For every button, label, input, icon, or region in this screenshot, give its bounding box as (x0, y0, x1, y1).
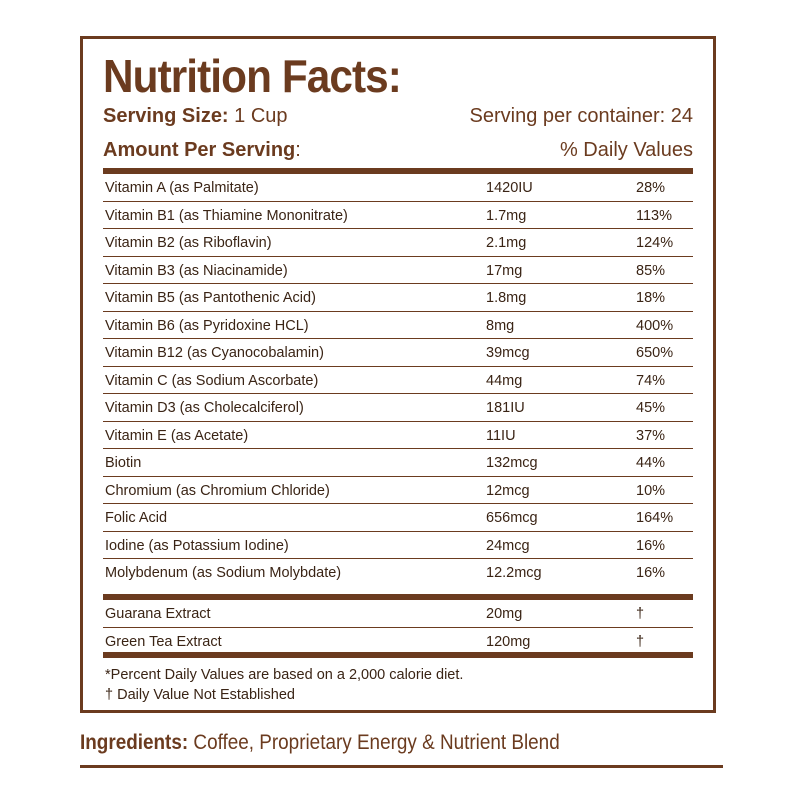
serving-size (103, 105, 288, 128)
nutrient-amount: 1.7mg (486, 207, 527, 224)
nutrient-daily-value: † (636, 633, 645, 650)
nutrient-daily-value: 124% (636, 235, 674, 251)
nutrient-row (103, 394, 693, 422)
serving-row (103, 105, 693, 131)
nutrient-name: Vitamin B2 (as Riboflavin) (105, 235, 272, 251)
nutrient-name: Guarana Extract (105, 606, 211, 622)
nutrient-amount: 8mg (486, 317, 515, 334)
panel-title: Nutrition Facts: (103, 50, 401, 102)
nutrient-amount: 12mcg (486, 482, 530, 499)
nutrient-row (103, 422, 693, 450)
nutrient-row (103, 202, 693, 230)
nutrient-amount: 656mcg (486, 510, 538, 526)
divider-rule (103, 652, 693, 658)
nutrient-amount: 12.2mcg (486, 565, 542, 581)
nutrient-daily-value: 10% (636, 482, 666, 499)
nutrient-row (103, 367, 693, 395)
nutrient-daily-value: 164% (636, 510, 674, 526)
nutrient-name: Vitamin B6 (as Pyridoxine HCL) (105, 317, 309, 334)
nutrient-name: Vitamin B3 (as Niacinamide) (105, 262, 288, 279)
nutrient-row (103, 504, 693, 532)
nutrient-row (103, 339, 693, 367)
nutrient-name: Molybdenum (as Sodium Molybdate) (105, 565, 342, 581)
nutrient-row (103, 628, 693, 656)
nutrient-daily-value: 18% (636, 290, 666, 306)
nutrient-row (103, 174, 693, 202)
nutrient-name: Biotin (105, 455, 142, 471)
nutrient-name: Vitamin B5 (as Pantothenic Acid) (105, 290, 316, 306)
nutrient-amount: 1.8mg (486, 290, 527, 306)
nutrient-amount: 24mcg (486, 537, 530, 554)
nutrient-amount: 44mg (486, 372, 523, 389)
nutrient-row (103, 312, 693, 340)
serving-size-value: 1 Cup (228, 105, 288, 127)
percent-daily-note: *Percent Daily Values are based on a 2,000 calorie diet. (105, 667, 464, 683)
nutrient-daily-value: 44% (636, 455, 666, 471)
nutrient-amount: 1420IU (486, 180, 533, 196)
ingredients-line (80, 731, 560, 755)
nutrient-daily-value: † (636, 606, 645, 622)
daily-values-header: % Daily Values (559, 139, 693, 161)
nutrient-name: Vitamin B12 (as Cyanocobalamin) (105, 345, 324, 361)
nutrient-amount: 2.1mg (486, 235, 527, 251)
nutrient-name: Vitamin A (as Palmitate) (105, 180, 259, 196)
nutrient-amount: 181IU (486, 400, 525, 416)
amount-per-serving-label (103, 139, 301, 162)
nutrient-amount: 39mcg (486, 345, 530, 361)
nutrient-row (103, 284, 693, 312)
bottom-rule (80, 765, 723, 768)
nutrient-row (103, 600, 693, 628)
nutrient-row (103, 532, 693, 560)
nutrient-row (103, 257, 693, 285)
nutrient-name: Vitamin D3 (as Cholecalciferol) (105, 400, 304, 416)
nutrient-list (103, 174, 693, 587)
nutrition-facts-panel (80, 36, 716, 713)
nutrient-daily-value: 28% (636, 180, 666, 196)
nutrient-daily-value: 74% (636, 372, 666, 389)
amount-header-row (103, 139, 693, 165)
nutrient-name: Folic Acid (105, 510, 168, 526)
nutrient-name: Iodine (as Potassium Iodine) (105, 537, 289, 554)
footnotes (105, 665, 463, 705)
nutrient-amount: 132mcg (486, 455, 538, 471)
nutrient-amount: 17mg (486, 262, 523, 279)
amount-per-serving-colon: : (295, 139, 301, 161)
nutrient-amount: 11IU (486, 427, 516, 444)
nutrient-daily-value: 45% (636, 400, 666, 416)
nutrient-name: Vitamin E (as Acetate) (105, 427, 249, 444)
nutrient-row (103, 559, 693, 587)
nutrient-row (103, 229, 693, 257)
nutrient-daily-value: 85% (636, 262, 666, 279)
ingredients-value: Coffee, Proprietary Energy & Nutrient Blend (188, 731, 560, 754)
nutrient-name: Vitamin B1 (as Thiamine Mononitrate) (105, 207, 348, 224)
nutrient-name: Green Tea Extract (105, 633, 222, 650)
nutrient-daily-value: 113% (636, 207, 673, 224)
ingredients-label: Ingredients: (80, 731, 189, 754)
servings-per-container: Serving per container: 24 (469, 105, 693, 127)
nutrient-daily-value: 400% (636, 317, 674, 334)
nutrient-daily-value: 37% (636, 427, 666, 444)
nutrient-daily-value: 16% (636, 537, 666, 554)
serving-size-label: Serving Size: (103, 105, 229, 127)
nutrient-row (103, 477, 693, 505)
dagger-note: † Daily Value Not Established (105, 687, 295, 703)
nutrient-daily-value: 650% (636, 345, 674, 361)
amount-per-serving-text: Amount Per Serving (103, 139, 296, 161)
nutrient-amount: 20mg (486, 606, 523, 622)
extract-list (103, 600, 693, 655)
nutrient-name: Chromium (as Chromium Chloride) (105, 482, 330, 499)
nutrient-daily-value: 16% (636, 565, 666, 581)
nutrient-amount: 120mg (486, 633, 531, 650)
nutrient-name: Vitamin C (as Sodium Ascorbate) (105, 372, 319, 389)
nutrient-row (103, 449, 693, 477)
